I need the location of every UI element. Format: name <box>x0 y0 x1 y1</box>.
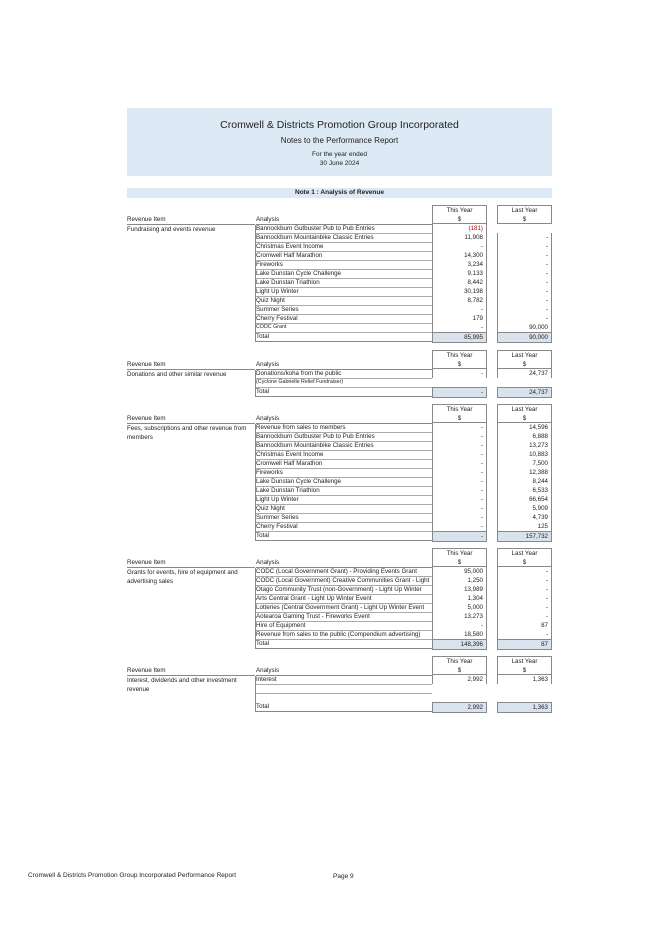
section-rows <box>127 558 552 648</box>
total-last-year: 87 <box>497 639 552 650</box>
last-year-cell: - <box>497 233 552 242</box>
table-row <box>127 323 552 332</box>
table-row <box>127 621 552 630</box>
currency-label: $ <box>522 667 527 674</box>
page-footer <box>28 872 354 880</box>
total-this-year: 85,995 <box>432 332 487 343</box>
period <box>127 150 552 168</box>
table-row <box>127 612 552 621</box>
report-header <box>127 108 552 176</box>
revenue-item-label: Fees, subscriptions and other revenue from members <box>127 424 256 541</box>
this-year-cell: - <box>432 450 487 459</box>
total-label: Total <box>256 639 432 649</box>
table-row <box>127 477 552 486</box>
table-row <box>127 576 552 585</box>
last-year-cell: 14,596 <box>497 423 552 432</box>
analysis-cell: Quiz Night <box>256 504 432 514</box>
this-year-cell: 14,300 <box>432 251 487 260</box>
analysis-cell: Interest <box>256 675 432 685</box>
analysis-cell: Hire of Equipment <box>256 621 432 631</box>
this-year-label: This Year <box>446 658 473 665</box>
currency-label: $ <box>457 361 462 368</box>
this-year-cell: - <box>432 305 487 314</box>
section-rows <box>127 414 552 540</box>
currency-label: $ <box>522 216 527 223</box>
last-year-cell: - <box>497 612 552 621</box>
this-year-cell: - <box>432 621 487 630</box>
analysis-cell: Christmas Event Income <box>256 450 432 460</box>
last-year-cell: 24,737 <box>497 369 552 378</box>
analysis-header: Analysis <box>256 215 432 225</box>
analysis-cell: Lotteries (Central Government Grant) - Light Up Winter Event <box>256 603 432 613</box>
table-row <box>127 441 552 450</box>
table-row <box>127 423 552 432</box>
item-header: Revenue Item <box>127 360 255 370</box>
analysis-cell: Cherry Festival <box>256 314 432 324</box>
analysis-header: Analysis <box>256 360 432 370</box>
last-year-cell: 12,388 <box>497 468 552 477</box>
last-year-cell: - <box>497 296 552 305</box>
this-year-cell: 5,000 <box>432 603 487 612</box>
analysis-cell: CODC (Local Government) Creative Communities Grant - Light <box>256 576 432 586</box>
currency-label: $ <box>522 361 527 368</box>
currency-label: $ <box>457 216 462 223</box>
this-year-cell: 9,133 <box>432 269 487 278</box>
analysis-cell: Bannockburn Mountainbike Classic Entries <box>256 441 432 451</box>
item-header: Revenue Item <box>127 666 255 676</box>
this-year-cell: - <box>432 323 487 332</box>
this-year-cell: - <box>432 369 487 378</box>
this-year-cell: - <box>432 423 487 432</box>
table-row <box>127 504 552 513</box>
this-year-cell: - <box>432 504 487 513</box>
total-row <box>127 387 552 396</box>
analysis-cell: Fireworks <box>256 468 432 478</box>
item-header: Revenue Item <box>127 558 255 568</box>
this-year-cell: 1,304 <box>432 594 487 603</box>
last-year-cell: - <box>497 305 552 314</box>
last-year-cell: 13,273 <box>497 441 552 450</box>
table-row <box>127 567 552 576</box>
section-rows <box>127 215 552 341</box>
this-year-cell: 3,234 <box>432 260 487 269</box>
analysis-header: Analysis <box>256 414 432 424</box>
table-row <box>127 513 552 522</box>
this-year-cell: 30,198 <box>432 287 487 296</box>
this-year-cell: - <box>432 242 487 251</box>
table-row <box>127 269 552 278</box>
this-year-label: This Year <box>446 406 473 413</box>
this-year-cell: - <box>432 513 487 522</box>
last-year-cell: - <box>497 251 552 260</box>
last-year-cell: - <box>497 567 552 576</box>
table-row <box>127 296 552 305</box>
analysis-cell: Light Up Winter <box>256 287 432 297</box>
analysis-cell: Cromwell Half Marathon <box>256 459 432 469</box>
section-rows <box>127 666 552 711</box>
page-number: Page 9 <box>333 873 354 880</box>
last-year-cell: 90,000 <box>497 323 552 332</box>
table-row <box>127 603 552 612</box>
analysis-cell: Lake Dunstan Cycle Challenge <box>256 269 432 279</box>
table-header-row <box>127 558 552 567</box>
last-year-cell: 6,888 <box>497 432 552 441</box>
this-year-cell: - <box>432 432 487 441</box>
table-row <box>127 314 552 323</box>
last-year-cell: - <box>497 630 552 639</box>
this-year-cell: 2,992 <box>432 675 487 684</box>
table-row <box>127 369 552 378</box>
last-year-cell: - <box>497 260 552 269</box>
note-title: Note 1 : Analysis of Revenue <box>127 188 552 198</box>
last-year-cell: 4,739 <box>497 513 552 522</box>
table-row <box>127 486 552 495</box>
table-row <box>127 495 552 504</box>
table-header-row <box>127 360 552 369</box>
table-header-row <box>127 666 552 675</box>
last-year-cell: 8,244 <box>497 477 552 486</box>
total-last-year: 24,737 <box>497 387 552 398</box>
last-year-cell: 5,909 <box>497 504 552 513</box>
this-year-cell: - <box>432 468 487 477</box>
this-year-cell: 13,989 <box>432 585 487 594</box>
last-year-label: Last Year <box>511 550 538 557</box>
table-row <box>127 684 552 693</box>
table-row <box>127 233 552 242</box>
this-year-cell: - <box>432 486 487 495</box>
last-year-cell: - <box>497 242 552 251</box>
table-row <box>127 278 552 287</box>
last-year-cell: 125 <box>497 522 552 531</box>
analysis-cell: Donations/koha from the public <box>256 369 432 379</box>
this-year-cell: - <box>432 495 487 504</box>
currency-label: $ <box>457 415 462 422</box>
this-year-label: This Year <box>446 550 473 557</box>
item-header: Revenue Item <box>127 414 255 424</box>
table-row <box>127 260 552 269</box>
total-last-year: 90,000 <box>497 332 552 343</box>
org-title: Cromwell & Districts Promotion Group Incorporated <box>220 119 459 131</box>
this-year-label: This Year <box>446 207 473 214</box>
table-row <box>127 224 552 233</box>
analysis-cell: Christmas Event Income <box>256 242 432 252</box>
last-year-cell: - <box>497 585 552 594</box>
total-label: Total <box>256 531 432 541</box>
table-row <box>127 468 552 477</box>
this-year-cell: - <box>432 477 487 486</box>
table-row <box>127 251 552 260</box>
this-year-cell: 18,580 <box>432 630 487 639</box>
last-year-cell: 87 <box>497 621 552 630</box>
total-last-year: 157,732 <box>497 531 552 542</box>
analysis-cell: CODC Grant <box>256 323 432 333</box>
revenue-item-label: Fundraising and events revenue <box>127 225 256 342</box>
table-row <box>127 459 552 468</box>
table-row <box>127 287 552 296</box>
this-year-cell: - <box>432 441 487 450</box>
analysis-cell: Aotearoa Gaming Trust - Fireworks Event <box>256 612 432 622</box>
this-year-label: This Year <box>446 352 473 359</box>
item-header: Revenue Item <box>127 215 255 225</box>
last-year-cell: - <box>497 269 552 278</box>
analysis-cell: Revenue from sales to members <box>256 423 432 433</box>
this-year-cell: 8,782 <box>432 296 487 305</box>
this-year-cell: 95,000 <box>432 567 487 576</box>
total-this-year: - <box>432 387 487 398</box>
table-row <box>127 693 552 702</box>
analysis-cell: CODC (Local Government Grant) - Providing Events Grant <box>256 567 432 577</box>
analysis-cell <box>256 693 432 694</box>
table-row <box>127 594 552 603</box>
period-line-1: For the year ended <box>312 151 367 158</box>
last-year-cell: 7,500 <box>497 459 552 468</box>
last-year-cell: 10,883 <box>497 450 552 459</box>
table-row <box>127 630 552 639</box>
total-row <box>127 332 552 341</box>
total-last-year: 1,363 <box>497 702 552 713</box>
this-year-cell: - <box>432 459 487 468</box>
period-line-2: 30 June 2024 <box>319 160 360 167</box>
analysis-cell: Fireworks <box>256 260 432 270</box>
report-subtitle: Notes to the Performance Report <box>280 136 399 145</box>
total-label: Total <box>256 702 432 712</box>
table-header-row <box>127 414 552 423</box>
table-row <box>127 675 552 684</box>
last-year-label: Last Year <box>511 658 538 665</box>
table-header-row <box>127 215 552 224</box>
analysis-header: Analysis <box>256 666 432 676</box>
last-year-label: Last Year <box>511 207 538 214</box>
revenue-item-label: Grants for events, hire of equipment and advertising sales <box>127 568 256 649</box>
currency-label: $ <box>522 415 527 422</box>
currency-label: $ <box>457 559 462 566</box>
analysis-cell: (Cyclone Gabrielle Relief Fundraiser) <box>256 378 432 388</box>
table-row <box>127 242 552 251</box>
last-year-label: Last Year <box>511 352 538 359</box>
this-year-cell: 8,442 <box>432 278 487 287</box>
this-year-cell: - <box>432 522 487 531</box>
last-year-cell: - <box>497 594 552 603</box>
table-row <box>127 305 552 314</box>
table-row <box>127 585 552 594</box>
last-year-cell: - <box>497 278 552 287</box>
total-label: Total <box>256 332 432 342</box>
table-row <box>127 378 552 387</box>
analysis-cell: Lake Dunstan Triathlon <box>256 278 432 288</box>
currency-label: $ <box>522 559 527 566</box>
last-year-cell: - <box>497 314 552 323</box>
last-year-cell: 1,363 <box>497 675 552 684</box>
this-year-cell: 13,273 <box>432 612 487 621</box>
analysis-cell: Quiz Night <box>256 296 432 306</box>
currency-label: $ <box>457 667 462 674</box>
this-year-cell: 179 <box>432 314 487 323</box>
last-year-cell: - <box>497 603 552 612</box>
total-this-year: 2,992 <box>432 702 487 713</box>
analysis-cell: Arts Central Grant - Light Up Winter Event <box>256 594 432 604</box>
analysis-cell: Otago Community Trust (non-Government) - Light Up Winter <box>256 585 432 595</box>
analysis-cell: Cherry Festival <box>256 522 432 532</box>
table-row <box>127 432 552 441</box>
total-row <box>127 639 552 648</box>
revenue-item-label: Interest, dividends and other investment revenue <box>127 676 256 712</box>
table-row <box>127 450 552 459</box>
analysis-cell: Lake Dunstan Triathlon <box>256 486 432 496</box>
total-this-year: - <box>432 531 487 542</box>
this-year-cell: 11,908 <box>432 233 487 242</box>
analysis-cell: Light Up Winter <box>256 495 432 505</box>
analysis-header: Analysis <box>256 558 432 568</box>
analysis-cell: Bannockburn Gutbuster Pub to Pub Entries <box>256 432 432 442</box>
total-this-year: 148,396 <box>432 639 487 650</box>
analysis-cell: Summer Series <box>256 305 432 315</box>
last-year-cell: - <box>497 287 552 296</box>
this-year-cell: (181) <box>432 224 487 233</box>
last-year-cell: 6,533 <box>497 486 552 495</box>
analysis-cell: Bannockburn Gutbuster Pub to Pub Entries <box>256 224 432 234</box>
revenue-item-label: Donations and other similar revenue <box>127 370 256 397</box>
analysis-cell: Summer Series <box>256 513 432 523</box>
analysis-cell <box>256 684 432 685</box>
last-year-cell: 66,654 <box>497 495 552 504</box>
section-rows <box>127 360 552 396</box>
analysis-cell: Cromwell Half Marathon <box>256 251 432 261</box>
this-year-cell: 1,250 <box>432 576 487 585</box>
last-year-cell: - <box>497 576 552 585</box>
analysis-cell: Revenue from sales to the public (Compendium advertising) <box>256 630 432 640</box>
table-row <box>127 522 552 531</box>
footer-org: Cromwell & Districts Promotion Group Incorporated Performance Report <box>28 872 237 879</box>
total-label: Total <box>256 387 432 397</box>
analysis-cell: Bannockburn Mountainbike Classic Entries <box>256 233 432 243</box>
analysis-cell: Lake Dunstan Cycle Challenge <box>256 477 432 487</box>
total-row <box>127 702 552 711</box>
last-year-label: Last Year <box>511 406 538 413</box>
total-row <box>127 531 552 540</box>
